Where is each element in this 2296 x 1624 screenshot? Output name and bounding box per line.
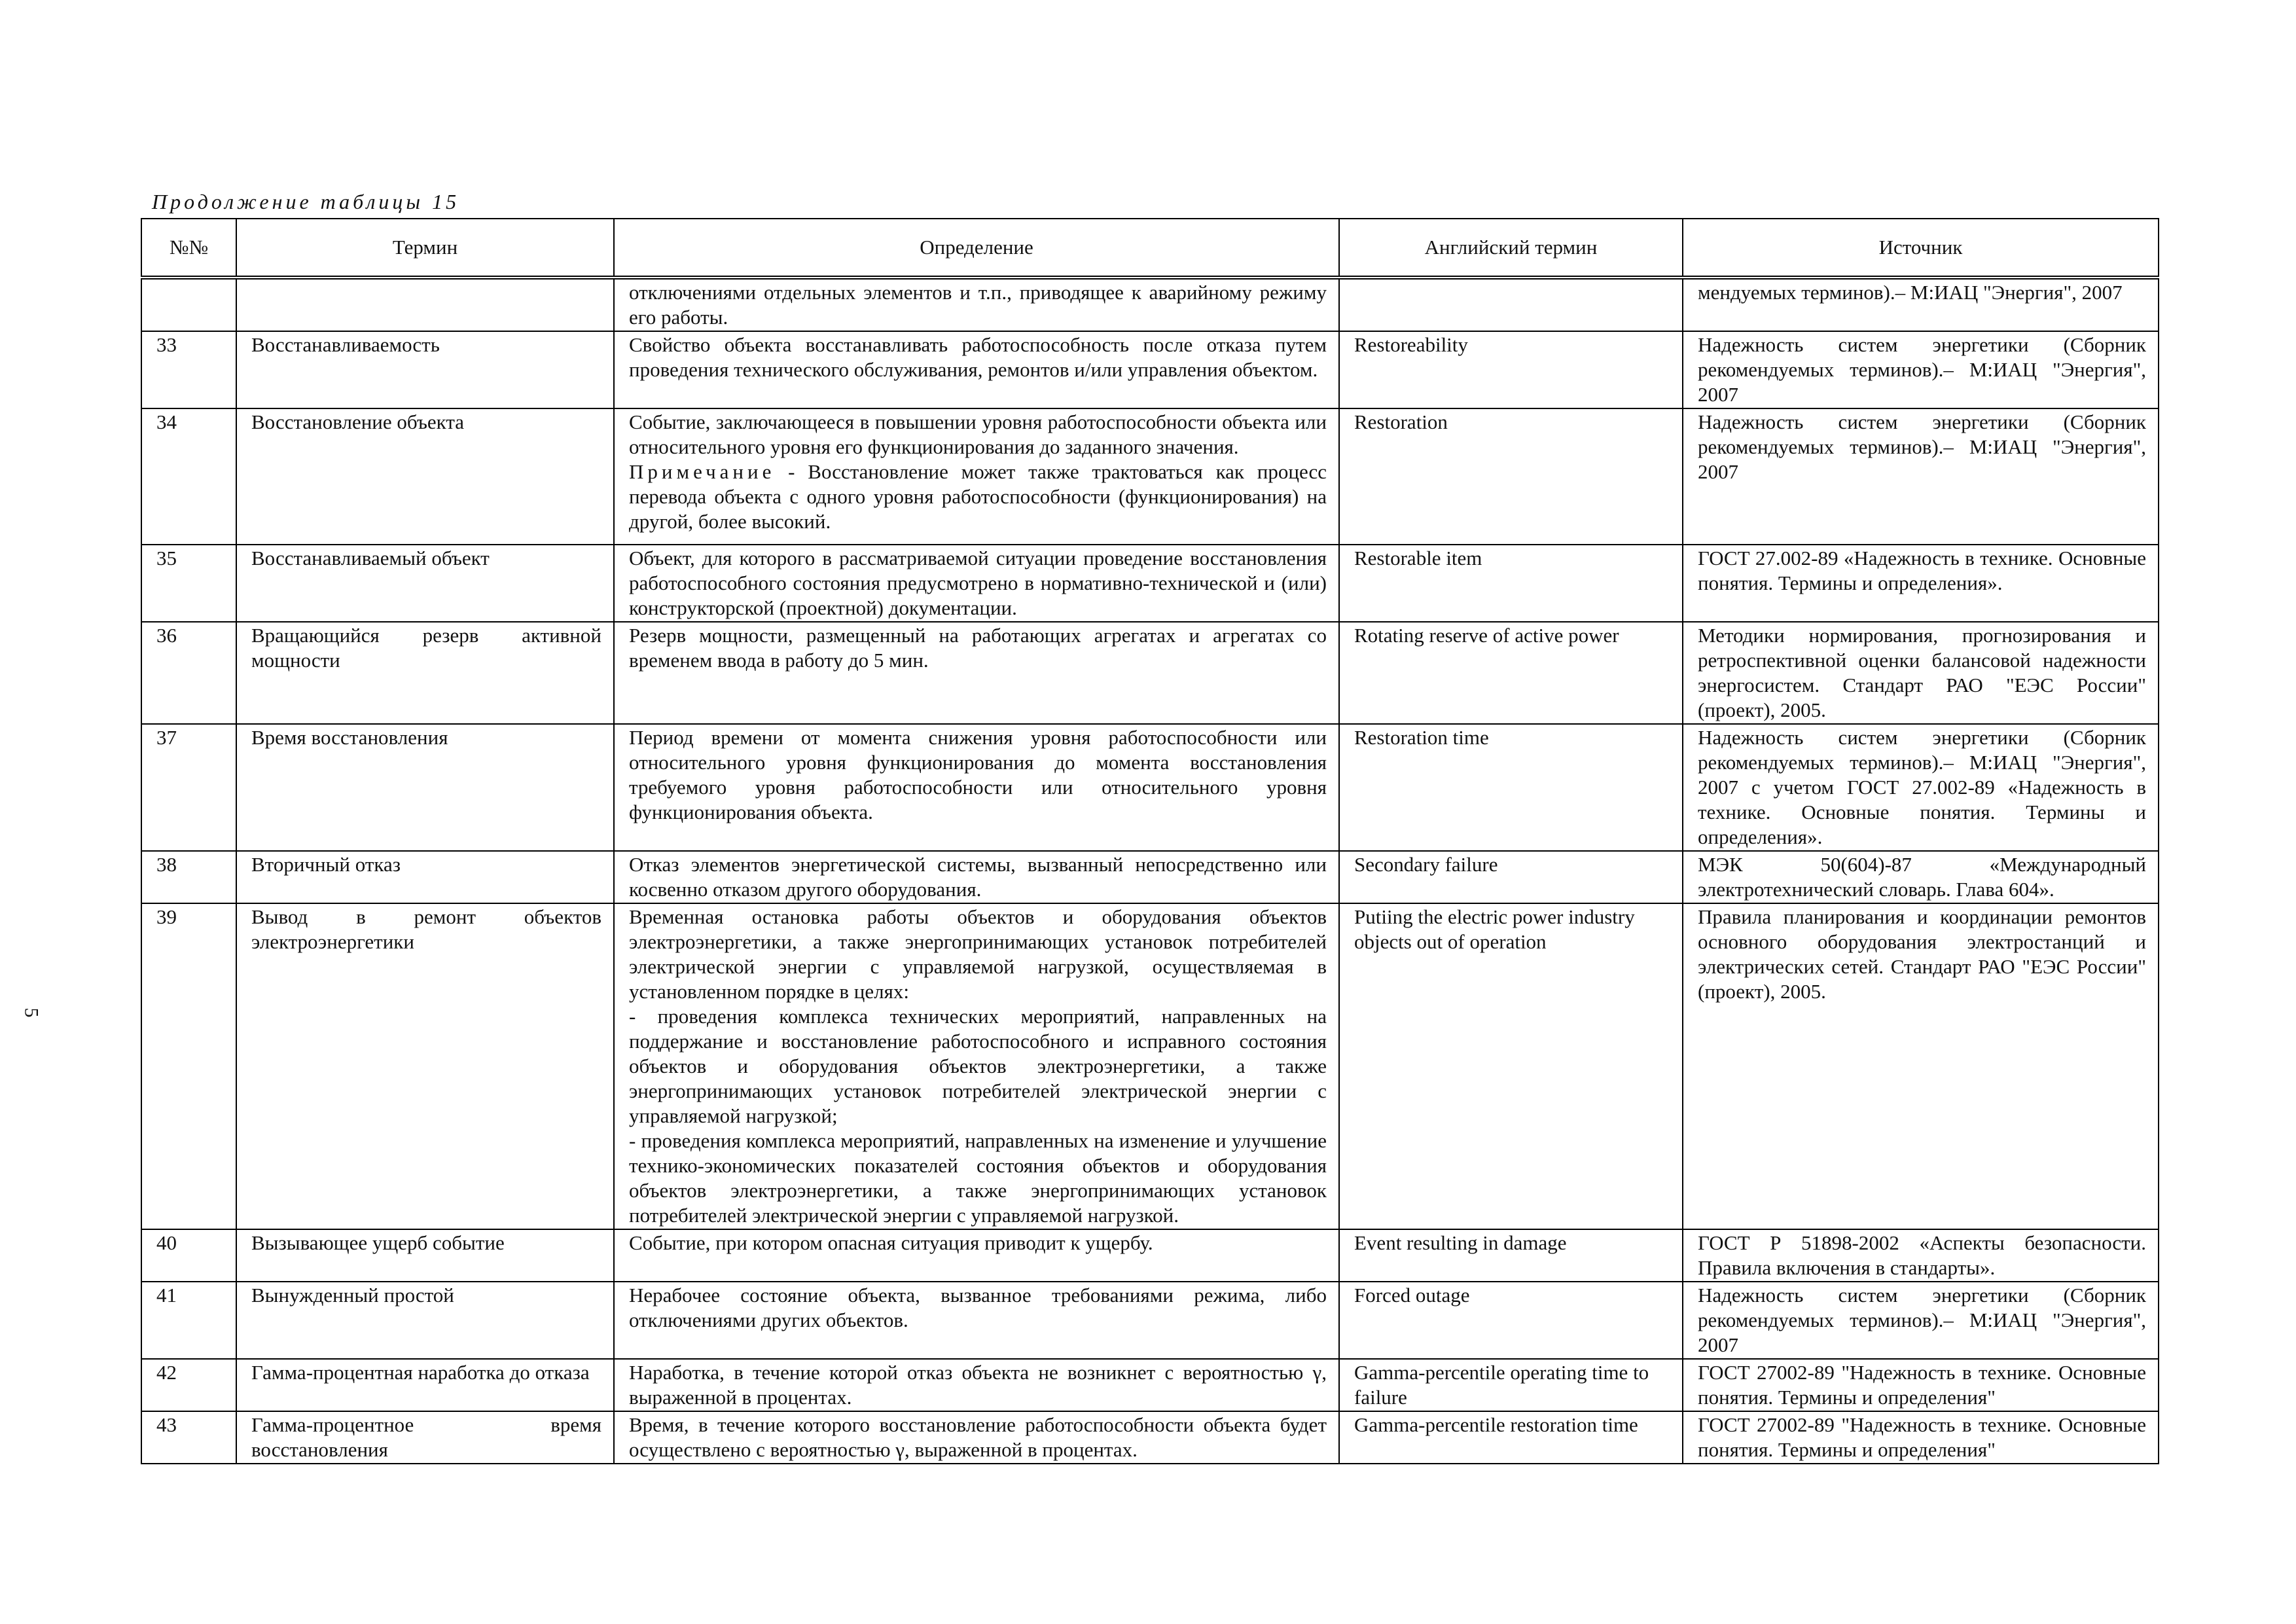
cell-source: ГОСТ 27002-89 "Надежность в технике. Основные понятия. Термины и определения": [1683, 1411, 2159, 1464]
cell-number: 41: [141, 1282, 236, 1359]
definition-paragraph: Наработка, в течение которой отказ объекта не возникнет с вероятностью γ, выраженной в процентах.: [629, 1361, 1327, 1409]
cell-number: 40: [141, 1229, 236, 1282]
cell-english-term: Restoration: [1339, 408, 1683, 545]
header-definition: Определение: [614, 219, 1339, 278]
cell-english-term: Forced outage: [1339, 1282, 1683, 1359]
cell-definition: [614, 1229, 1339, 1282]
cell-term: Вывод в ремонт объектов электроэнергетики: [236, 903, 614, 1229]
cell-english-term: Restorable item: [1339, 545, 1683, 622]
note-label: Примечание: [629, 460, 776, 483]
cell-number: [141, 278, 236, 331]
cell-number: 43: [141, 1411, 236, 1464]
table-row: [141, 1282, 2159, 1359]
definition-paragraph: Резерв мощности, размещенный на работающих агрегатах и агрегатах со временем ввода в работу до 5 мин.: [629, 624, 1327, 672]
cell-english-term: Putiing the electric power industry objects out of operation: [1339, 903, 1683, 1229]
cell-term: [236, 278, 614, 331]
table-row: [141, 1359, 2159, 1411]
definition-paragraph: Период времени от момента снижения уровня работоспособности или относительного уровня функционирования до момента восстановления требуемого уровня работоспособности или относительного уровня функционирования объекта.: [629, 726, 1327, 823]
cell-source: Надежность систем энергетики (Сборник рекомендуемых терминов).– М:ИАЦ "Энергия", 2007: [1683, 331, 2159, 408]
header-term: Термин: [236, 219, 614, 278]
page-number: 5: [20, 1007, 43, 1018]
table-row: [141, 1229, 2159, 1282]
cell-definition: [614, 1359, 1339, 1411]
table-row: [141, 545, 2159, 622]
cell-term: Вынужденный простой: [236, 1282, 614, 1359]
cell-term: Восстанавливаемость: [236, 331, 614, 408]
cell-source: Правила планирования и координации ремонтов основного оборудования электростанций и электрических сетей. Стандарт РАО "ЕЭС России" (проект), 2005.: [1683, 903, 2159, 1229]
header-number: №№: [141, 219, 236, 278]
cell-english-term: Restoreability: [1339, 331, 1683, 408]
cell-term: Вторичный отказ: [236, 851, 614, 903]
table-row: [141, 1411, 2159, 1464]
definition-paragraph: отключениями отдельных элементов и т.п., приводящее к аварийному режиму его работы.: [629, 281, 1327, 329]
table-row: [141, 278, 2159, 331]
cell-source: Методики нормирования, прогнозирования и ретроспективной оценки балансовой надежности энергосистем. Стандарт РАО "ЕЭС России" (проект), 2005.: [1683, 622, 2159, 724]
definition-paragraph: Нерабочее состояние объекта, вызванное требованиями режима, либо отключениями других объектов.: [629, 1284, 1327, 1331]
definition-paragraph: Событие, заключающееся в повышении уровня работоспособности объекта или относительного уровня его функционирования до заданного значения.: [629, 410, 1327, 458]
table-header: [141, 219, 2159, 278]
cell-source: Надежность систем энергетики (Сборник рекомендуемых терминов).– М:ИАЦ "Энергия", 2007: [1683, 1282, 2159, 1359]
table-row: [141, 851, 2159, 903]
definition-paragraph: Событие, при котором опасная ситуация приводит к ущербу.: [629, 1231, 1153, 1254]
cell-source: ГОСТ Р 51898-2002 «Аспекты безопасности. Правила включения в стандарты».: [1683, 1229, 2159, 1282]
cell-source: мендуемых терминов).– М:ИАЦ "Энергия", 2007: [1683, 278, 2159, 331]
cell-definition: [614, 278, 1339, 331]
table-row: [141, 622, 2159, 724]
definition-paragraph: Отказ элементов энергетической системы, вызванный непосредственно или косвенно отказом другого оборудования.: [629, 853, 1327, 901]
table-row: [141, 408, 2159, 545]
header-source: Источник: [1683, 219, 2159, 278]
table-row: [141, 724, 2159, 851]
cell-english-term: Restoration time: [1339, 724, 1683, 851]
cell-english-term: Secondary failure: [1339, 851, 1683, 903]
cell-definition: [614, 851, 1339, 903]
cell-english-term: Gamma-percentile restoration time: [1339, 1411, 1683, 1464]
cell-source: МЭК 50(604)-87 «Международный электротехнический словарь. Глава 604».: [1683, 851, 2159, 903]
cell-number: 39: [141, 903, 236, 1229]
table-body: [141, 278, 2159, 1464]
cell-term: Время восстановления: [236, 724, 614, 851]
cell-definition: [614, 724, 1339, 851]
cell-term: Вращающийся резерв активной мощности: [236, 622, 614, 724]
definition-paragraph: Временная остановка работы объектов и оборудования объектов электроэнергетики, а также энергопринимающих установок потребителей электрической энергии с управляемой нагрузкой, осуществляемая в установленном порядке в целях:: [629, 905, 1327, 1003]
cell-english-term: Rotating reserve of active power: [1339, 622, 1683, 724]
cell-definition: [614, 1411, 1339, 1464]
definition-note: [629, 460, 1327, 534]
definition-paragraph: - проведения комплекса мероприятий, направленных на изменение и улучшение технико-экономических показателей состояния объектов и оборудования объектов электроэнергетики, а также энергопринимающих установок потребителей электрической энергии с управляемой нагрузкой.: [629, 1129, 1327, 1227]
cell-definition: [614, 408, 1339, 545]
cell-number: 34: [141, 408, 236, 545]
note-text: - Восстановление может также трактоваться как процесс перевода объекта с одного уровня работоспособности (функционирования) на другой, более высокий.: [629, 460, 1327, 533]
cell-definition: [614, 903, 1339, 1229]
cell-definition: [614, 545, 1339, 622]
cell-source: ГОСТ 27.002-89 «Надежность в технике. Основные понятия. Термины и определения».: [1683, 545, 2159, 622]
cell-number: 38: [141, 851, 236, 903]
definition-paragraph: Свойство объекта восстанавливать работоспособность после отказа путем проведения технического обслуживания, ремонтов и/или управления объектом.: [629, 333, 1327, 381]
table-row: [141, 331, 2159, 408]
cell-source: Надежность систем энергетики (Сборник рекомендуемых терминов).– М:ИАЦ "Энергия", 2007: [1683, 408, 2159, 545]
cell-number: 33: [141, 331, 236, 408]
cell-english-term: [1339, 278, 1683, 331]
cell-source: Надежность систем энергетики (Сборник рекомендуемых терминов).– М:ИАЦ "Энергия", 2007 с учетом ГОСТ 27.002-89 «Надежность в технике. Основные понятия. Термины и определения».: [1683, 724, 2159, 851]
header-english-term: Английский термин: [1339, 219, 1683, 278]
terms-table: [141, 218, 2159, 1464]
cell-source: ГОСТ 27002-89 "Надежность в технике. Основные понятия. Термины и определения": [1683, 1359, 2159, 1411]
cell-definition: [614, 1282, 1339, 1359]
cell-definition: [614, 331, 1339, 408]
definition-paragraph: Объект, для которого в рассматриваемой ситуации проведение восстановления работоспособного состояния предусмотрено в нормативно-технической и (или) конструкторской (проектной) документации.: [629, 547, 1327, 619]
cell-english-term: Gamma-percentile operating time to failure: [1339, 1359, 1683, 1411]
cell-term: Гамма-процентное время восстановления: [236, 1411, 614, 1464]
definition-paragraph: - проведения комплекса технических мероприятий, направленных на поддержание и восстановление работоспособного и исправного состояния объектов и оборудования объектов электроэнергетики, а также энергопринимающих установок потребителей электрической энергии с управляемой нагрузкой;: [629, 1005, 1327, 1127]
table-row: [141, 903, 2159, 1229]
cell-definition: [614, 622, 1339, 724]
definition-paragraph: Время, в течение которого восстановление работоспособности объекта будет осуществлено с вероятностью γ, выраженной в процентах.: [629, 1413, 1327, 1461]
table-caption: Продолжение таблицы 15: [152, 190, 460, 213]
cell-number: 36: [141, 622, 236, 724]
cell-english-term: Event resulting in damage: [1339, 1229, 1683, 1282]
cell-term: Вызывающее ущерб событие: [236, 1229, 614, 1282]
cell-number: 35: [141, 545, 236, 622]
cell-term: Восстановление объекта: [236, 408, 614, 545]
cell-number: 42: [141, 1359, 236, 1411]
cell-number: 37: [141, 724, 236, 851]
cell-term: Восстанавливаемый объект: [236, 545, 614, 622]
cell-term: Гамма-процентная наработка до отказа: [236, 1359, 614, 1411]
